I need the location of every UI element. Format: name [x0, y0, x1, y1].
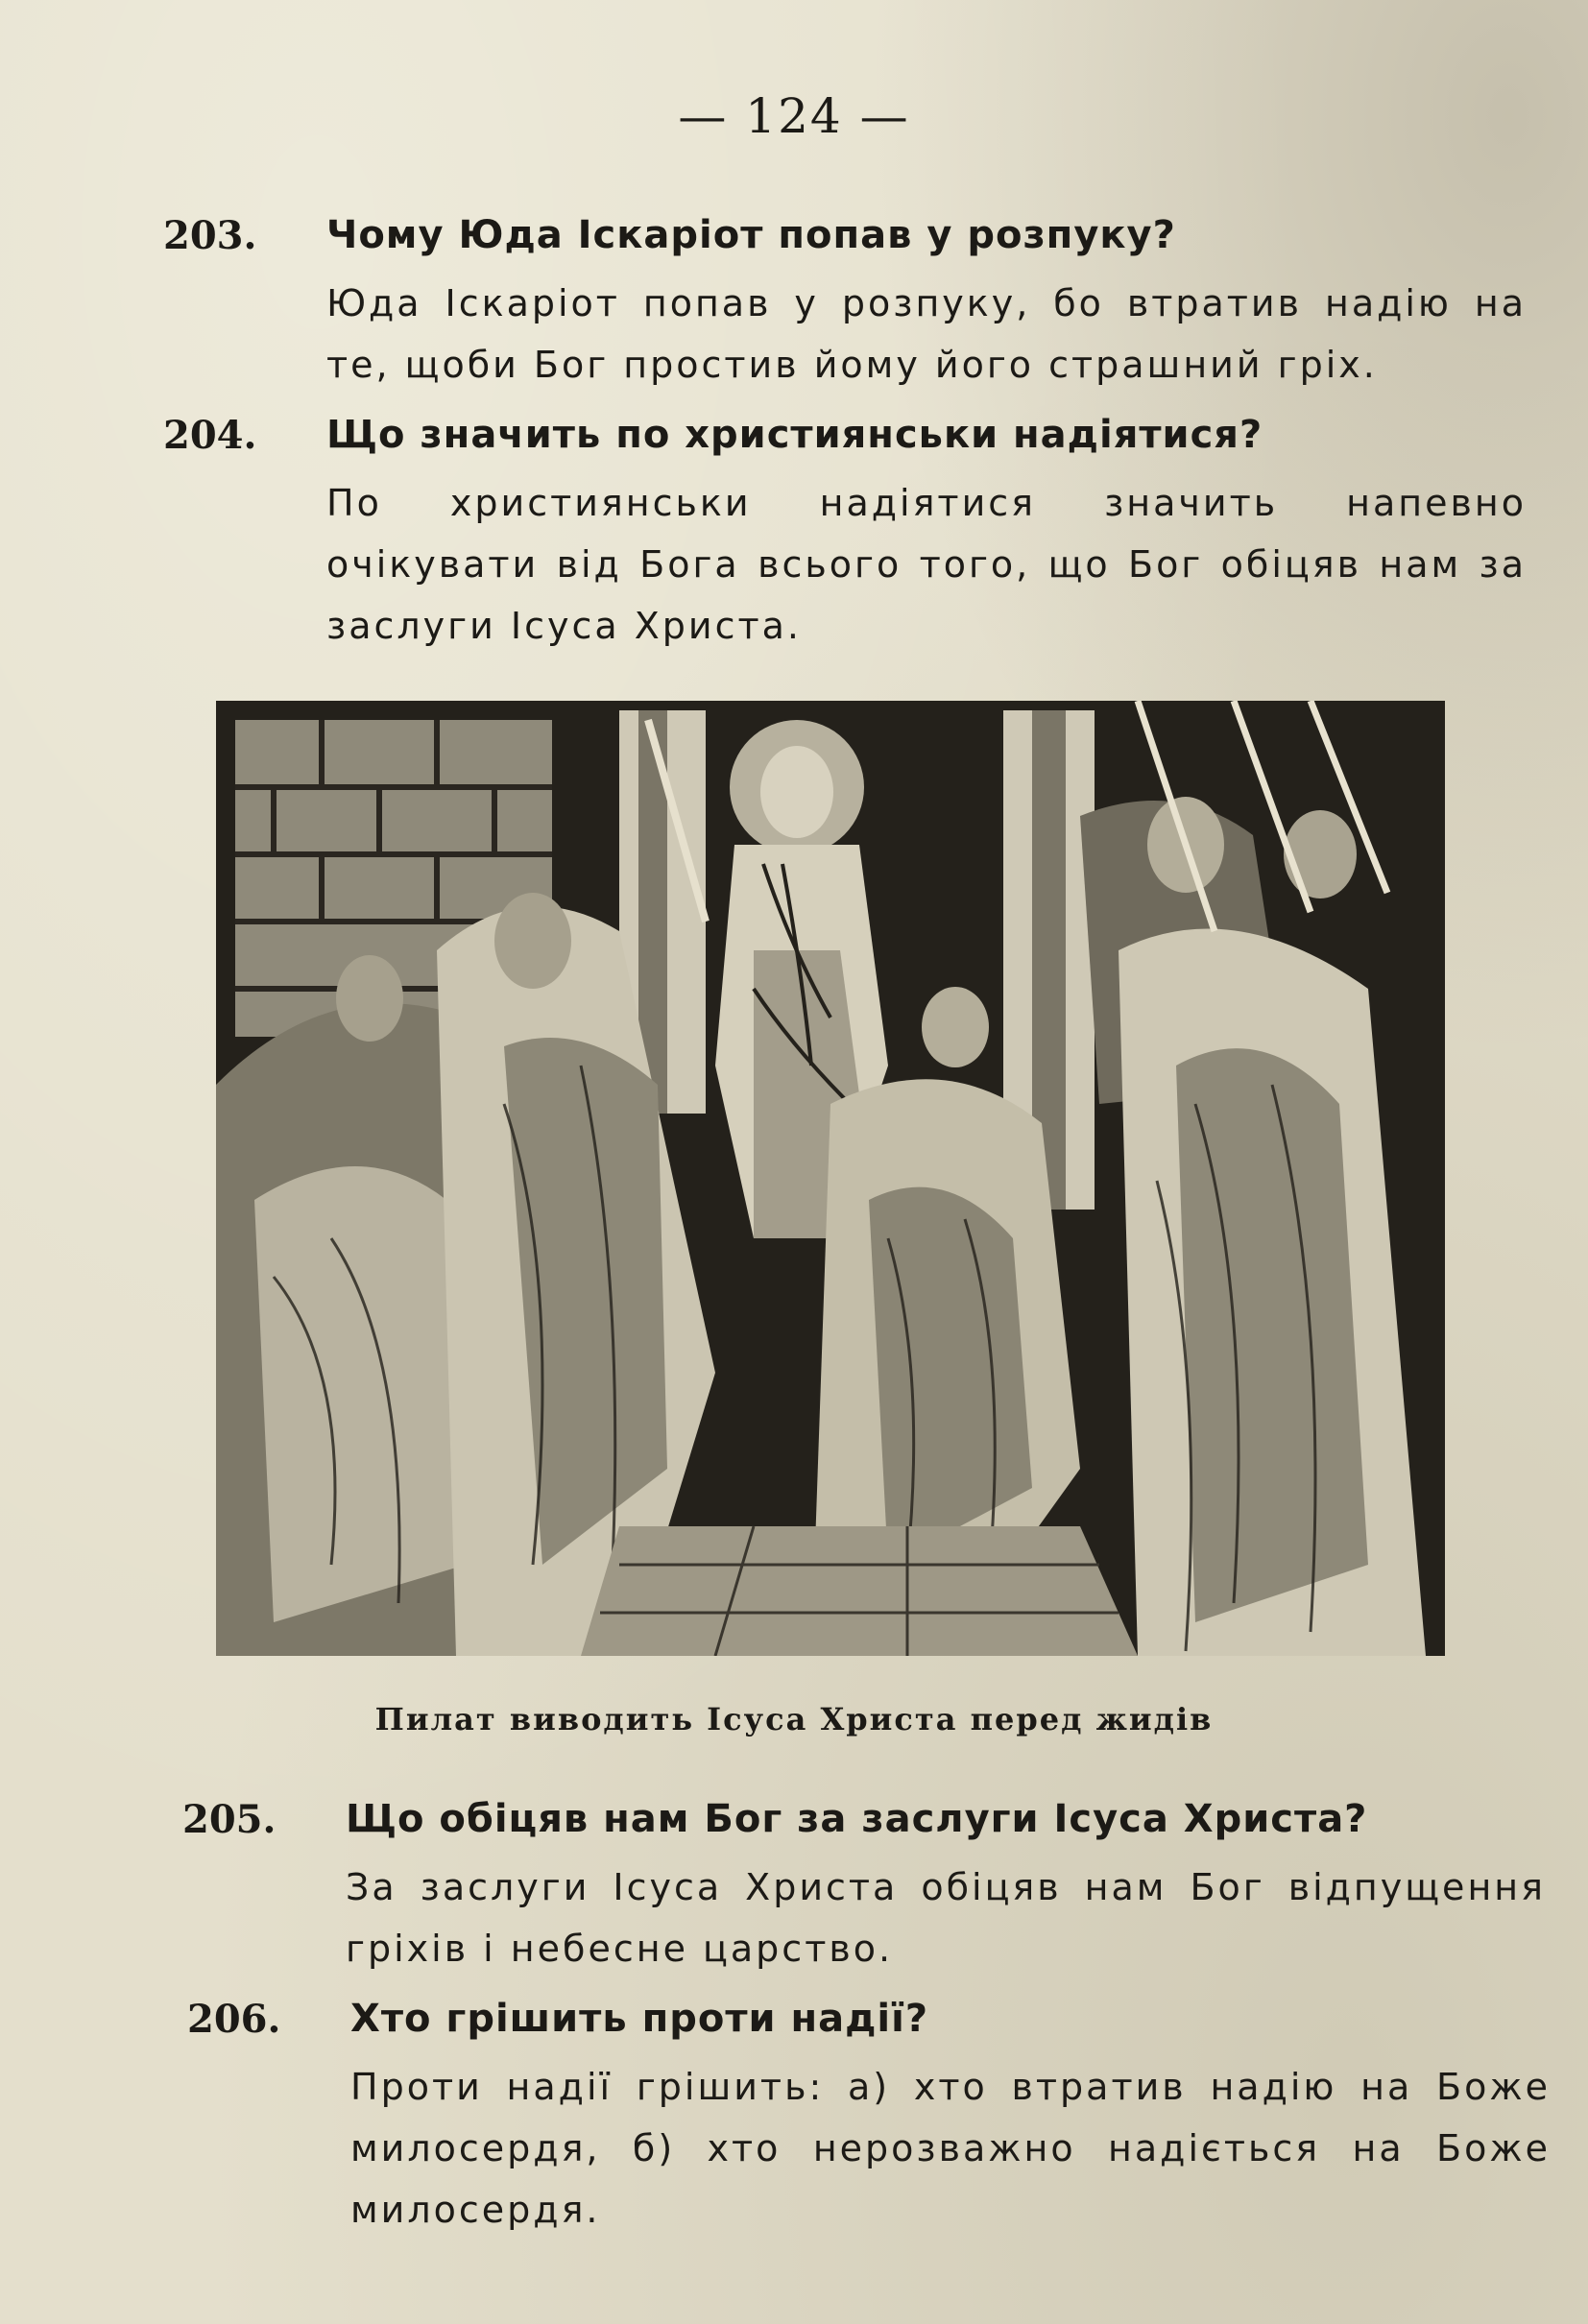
answer-text: Проти надії грішить: а) хто втратив надію на Боже милосердя, б) хто нерозважно надіється на Боже милосердя. [350, 2066, 1551, 2231]
question-number: 203. [163, 213, 257, 258]
engraving-illustration [216, 701, 1445, 1656]
question-number: 204. [163, 413, 257, 458]
answer-text: Юда Іскаріот попав у розпуку, бо втратив надію на те, щоби Бог простив йому його страшний гріх. [326, 282, 1527, 386]
question-text: Що значить по християнськи надіятися? [326, 413, 1263, 457]
illustration-caption: Пилат виводить Ісуса Христа перед жидів [374, 1701, 1214, 1737]
question-number: 206. [187, 1997, 281, 2042]
engraving-image [216, 701, 1445, 1656]
question-text: Чому Юда Іскаріот попав у розпуку? [326, 213, 1176, 257]
question-number: 205. [182, 1797, 277, 1842]
answer-text: За заслуги Ісуса Христа обіцяв нам Бог відпущення гріхів і небесне царство. [346, 1866, 1546, 1970]
question-text: Що обіцяв нам Бог за заслуги Ісуса Христа? [346, 1797, 1368, 1841]
question-text: Хто грішить проти надії? [350, 1997, 929, 2041]
page-number: — 124 — [678, 88, 910, 144]
answer-text: По християнськи надіятися значить напевно очікувати від Бога всього того, що Бог обіцяв нам за заслуги Ісуса Христа. [326, 482, 1527, 647]
